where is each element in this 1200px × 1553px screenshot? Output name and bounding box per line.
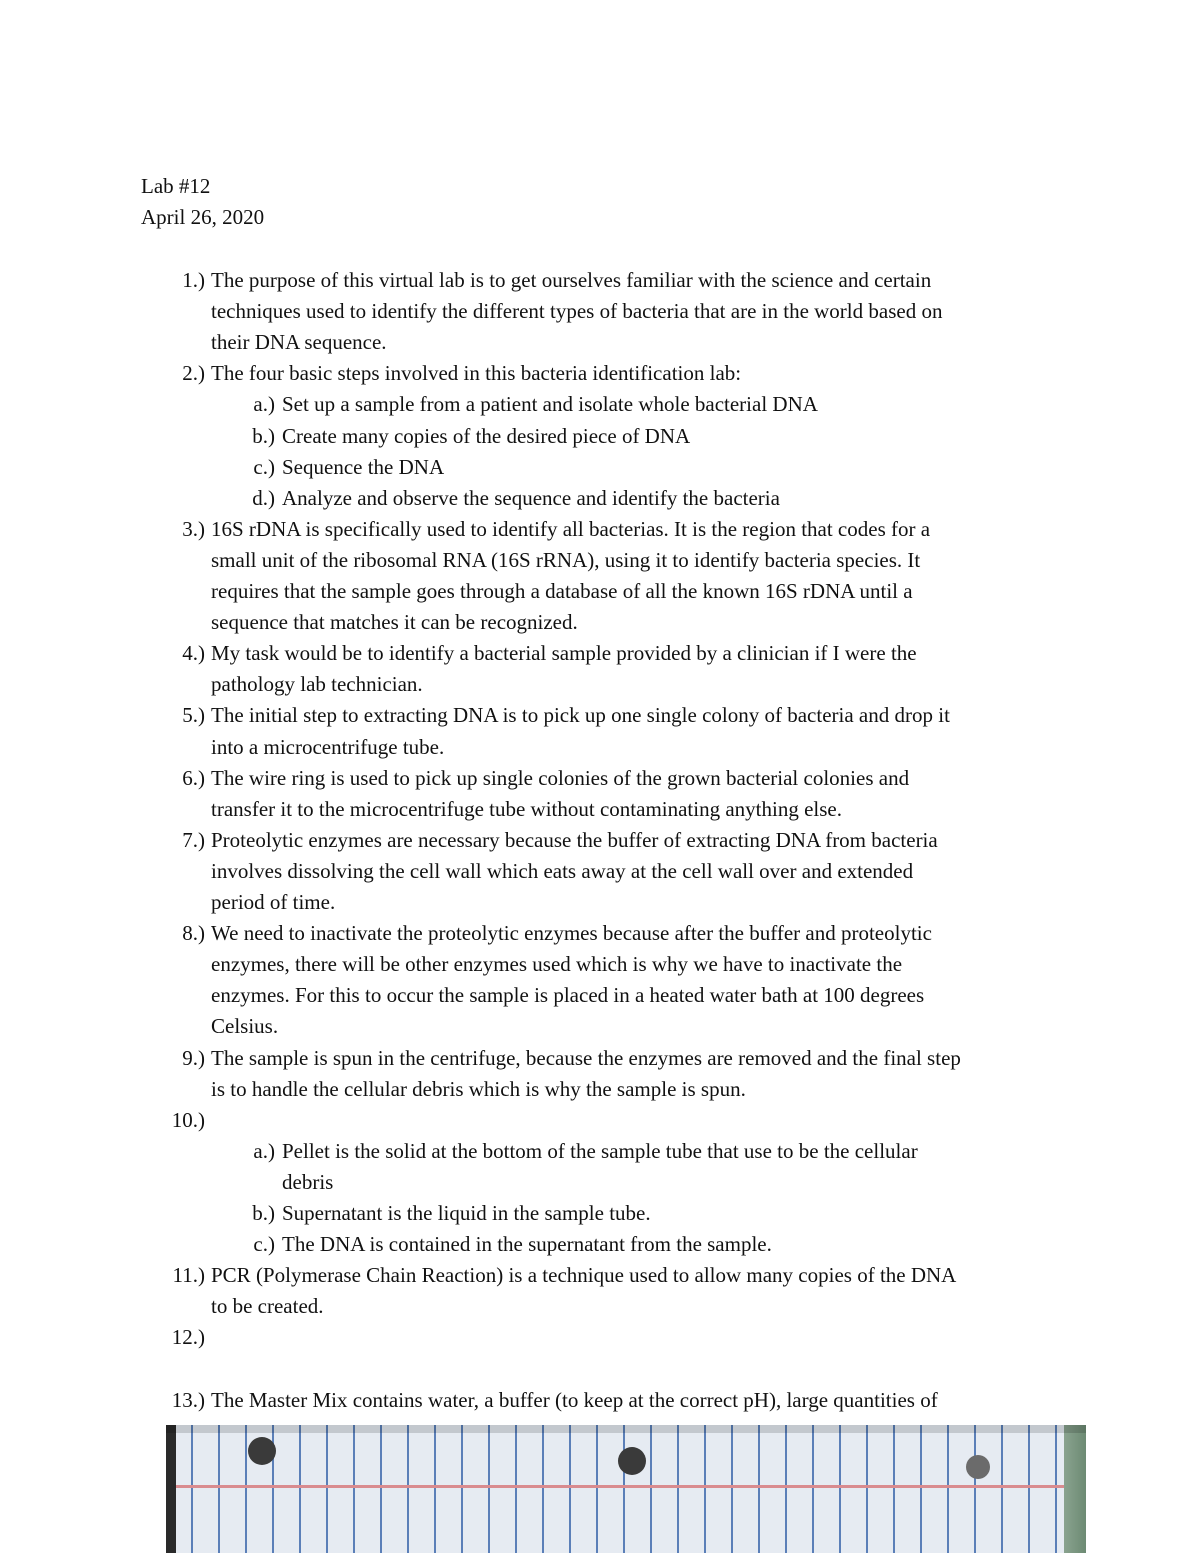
item-text: sequence that matches it can be recognized. — [211, 610, 578, 635]
item-text: enzymes, there will be other enzymes used which is why we have to inactivate the — [211, 952, 903, 977]
subitem-letter: c.) — [253, 1232, 275, 1257]
item-text: The purpose of this virtual lab is to get ourselves familiar with the science and certain — [211, 268, 932, 292]
lab-date: April 26, 2020 — [141, 205, 265, 229]
item-number: 4.) — [182, 641, 205, 666]
item-text: My task would be to identify a bacterial sample provided by a clinician if I were the — [211, 641, 917, 666]
item-text: is to handle the cellular debris which is why the sample is spun. — [211, 1076, 746, 1101]
photo-edge — [1064, 1425, 1086, 1553]
item-number: 8.) — [182, 921, 205, 946]
item-number: 12.) — [171, 1325, 205, 1350]
item-text: The Master Mix contains water, a buffer (to keep at the correct pH), large quantities of — [211, 1387, 938, 1412]
item-text: The sample is spun in the centrifuge, because the enzymes are removed and the final step — [211, 1045, 961, 1070]
item-text: We need to inactivate the proteolytic enzymes because after the buffer and proteolytic — [211, 921, 932, 946]
notebook-paper — [166, 1425, 1066, 1553]
notebook-photo — [166, 1425, 1086, 1553]
subitem-text: Supernatant is the liquid in the sample tube. — [282, 1201, 651, 1225]
subitem-text: Analyze and observe the sequence and identify the bacteria — [282, 485, 780, 510]
item-number: 11.) — [172, 1263, 205, 1288]
item-text: period of time. — [211, 890, 336, 914]
lab-title: Lab #12 — [141, 174, 211, 198]
item-text: to be created. — [211, 1294, 324, 1319]
item-number: 7.) — [182, 827, 205, 852]
item-text: PCR (Polymerase Chain Reaction) is a technique used to allow many copies of the DNA — [211, 1263, 957, 1288]
item-text: involves dissolving the cell wall which eats away at the cell wall over and extended — [211, 858, 914, 883]
item-text: pathology lab technician. — [211, 672, 423, 697]
subitem-letter: b.) — [252, 423, 275, 448]
notebook-margin-line — [166, 1485, 1066, 1488]
item-text: The wire ring is used to pick up single colonies of the grown bacterial colonies and — [211, 765, 910, 790]
item-text: small unit of the ribosomal RNA (16S rRNA), using it to identify bacteria species. It — [211, 547, 921, 572]
item-number: 3.) — [182, 516, 205, 541]
subitem-text: Set up a sample from a patient and isolate whole bacterial DNA — [282, 392, 818, 417]
item-number: 13.) — [171, 1387, 205, 1412]
punch-hole — [618, 1447, 646, 1475]
item-number: 10.) — [171, 1107, 205, 1132]
item-text: techniques used to identify the different types of bacteria that are in the world based on — [211, 299, 943, 324]
subitem-text: Create many copies of the desired piece of DNA — [282, 423, 691, 448]
item-text: into a microcentrifuge tube. — [211, 734, 445, 759]
photo-shadow — [166, 1425, 1086, 1433]
item-text: 16S rDNA is specifically used to identify all bacterias. It is the region that codes for a — [211, 516, 931, 541]
item-text: The four basic steps involved in this bacteria identification lab: — [211, 361, 742, 386]
item-text: Celsius. — [211, 1014, 279, 1039]
subitem-letter: c.) — [253, 454, 275, 479]
subitem-letter: b.) — [252, 1201, 275, 1225]
item-number: 5.) — [182, 703, 205, 728]
item-text: requires that the sample goes through a database of all the known 16S rDNA until a — [211, 579, 913, 603]
photo-edge — [166, 1425, 176, 1553]
subitem-text: debris — [282, 1169, 334, 1194]
punch-hole — [966, 1455, 990, 1479]
item-number: 6.) — [182, 765, 205, 790]
item-text: The initial step to extracting DNA is to pick up one single colony of bacteria and drop it — [211, 703, 950, 728]
subitem-text: Sequence the DNA — [282, 454, 445, 479]
subitem-text: The DNA is contained in the supernatant from the sample. — [282, 1232, 772, 1257]
item-text: transfer it to the microcentrifuge tube without contaminating anything else. — [211, 796, 842, 821]
item-text: enzymes. For this to occur the sample is placed in a heated water bath at 100 degrees — [211, 983, 925, 1008]
item-number: 9.) — [182, 1045, 205, 1070]
subitem-text: Pellet is the solid at the bottom of the sample tube that use to be the cellular — [282, 1138, 918, 1163]
item-number: 1.) — [182, 268, 205, 292]
item-text: Proteolytic enzymes are necessary because the buffer of extracting DNA from bacteria — [211, 827, 938, 852]
subitem-letter: d.) — [252, 485, 275, 510]
item-text: their DNA sequence. — [211, 330, 387, 355]
subitem-letter: a.) — [253, 392, 275, 417]
item-number: 2.) — [182, 361, 205, 386]
subitem-letter: a.) — [253, 1138, 275, 1163]
punch-hole — [248, 1437, 276, 1465]
